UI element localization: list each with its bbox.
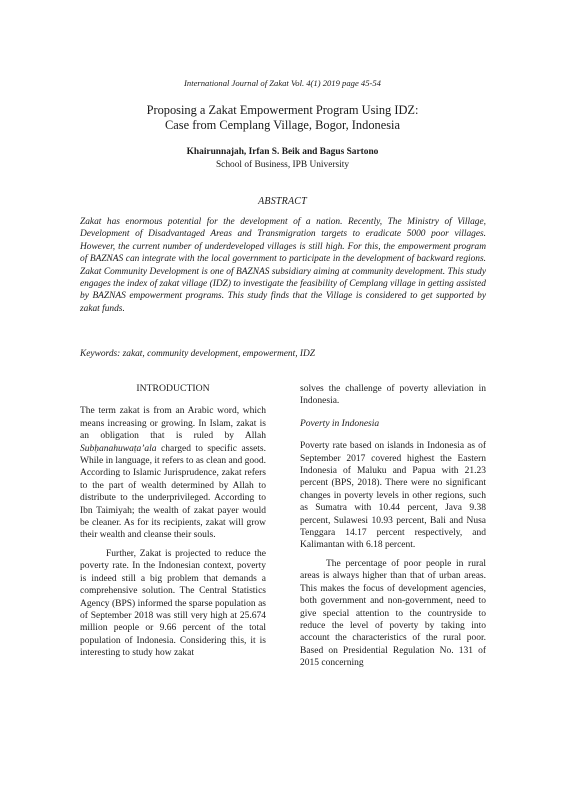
paper-affiliation: School of Business, IPB University [215,160,350,170]
paper-title-line-1: Proposing a Zakat Empowerment Program Using IDZ: [146,103,419,117]
poverty-heading: Poverty in Indonesia [300,418,380,429]
journal-header: International Journal of Zakat Vol. 4(1) 2019 page 45-54 [184,78,381,88]
left-column [80,383,266,666]
abstract-body: Zakat has enormous potential for the development of a nation. Recently, The Ministry of Village, Development of Disadvantaged Areas and Transmigration targets to eradicate 5000 poor villages. However, the current number of underdeveloped villages is still high. For this, the empowerment program of BAZNAS can integrate with the local government to participate in the development of backward regions. Zakat Community Development is one of BAZNAS subsidiary aiming at community development. This study engages the index of zakat village (IDZ) to investigate the feasibility of Cemplang village in getting assisted by BAZNAS empowerment programs. This study finds that the Village is considered to get supported by zakat funds. [80,217,486,314]
paper-authors: Khairunnajah, Irfan S. Beik and Bagus Sartono [186,147,379,157]
introduction-heading: INTRODUCTION [136,383,210,394]
introduction-paragraph-2: Further, Zakat is projected to reduce the poverty rate. In the Indonesian context, poverty is indeed still a big problem that demands a comprehensive solution. The Central Statistics Agency (BPS) informed the sparse population as of September 2018 was still very high at 25.674 million people or 9.66 percent of the total population of Indonesia. Considering this, it is interesting to study how zakat [80,548,266,659]
right-column [300,383,486,676]
paper-title-line-2: Case from Cemplang Village, Bogor, Indonesia [165,118,400,132]
intro-p1-text-after: charged to specific assets. While in language, it refers to as clean and good. According to Islamic Jurisprudence, zakat refers to the part of wealth determined by Allah to distribute to the underprivileged. According to Ibn Taimiyah; the wealth of zakat payer would be cleaner. As for its recipients, zakat will grow their wealth and cleanse their souls. [80,443,266,541]
introduction-paragraph-1 [80,405,266,541]
intro-p1-text-before: The term zakat is from an Arabic word, which means increasing or growing. In Islam, zakat is an obligation that is ruled by Allah [80,406,266,442]
poverty-paragraph-2: The percentage of poor people in rural areas is always higher than that of urban areas. This makes the focus of development agencies, both government and non-government, need to give special attention to the countryside to reduce the level of poverty by taking into account the characteristics of the rural poor. Based on Presidential Regulation No. 131 of 2015 concerning [300,558,486,669]
introduction-paragraph-2-continued: solves the challenge of poverty alleviation in Indonesia. [300,384,486,407]
abstract-heading: ABSTRACT [258,196,307,207]
keywords: Keywords: zakat, community development, empowerment, IDZ [80,349,316,359]
poverty-paragraph-1: Poverty rate based on islands in Indonesia as of September 2017 covered highest the Eastern Indonesia of Maluku and Papua with 21.23 percent (BPS, 2018). There were no significant changes in poverty levels in other regions, such as Sumatra with 10.44 percent, Java 9.38 percent, Sulawesi 10.93 percent, Bali and Nusa Tenggara 14.17 percent respectively, and Kalimantan with 6.18 percent. [300,441,486,551]
intro-p1-arabic-term: Subḥanahuwaṭa’ala [80,443,157,454]
paper-title [40,103,525,133]
